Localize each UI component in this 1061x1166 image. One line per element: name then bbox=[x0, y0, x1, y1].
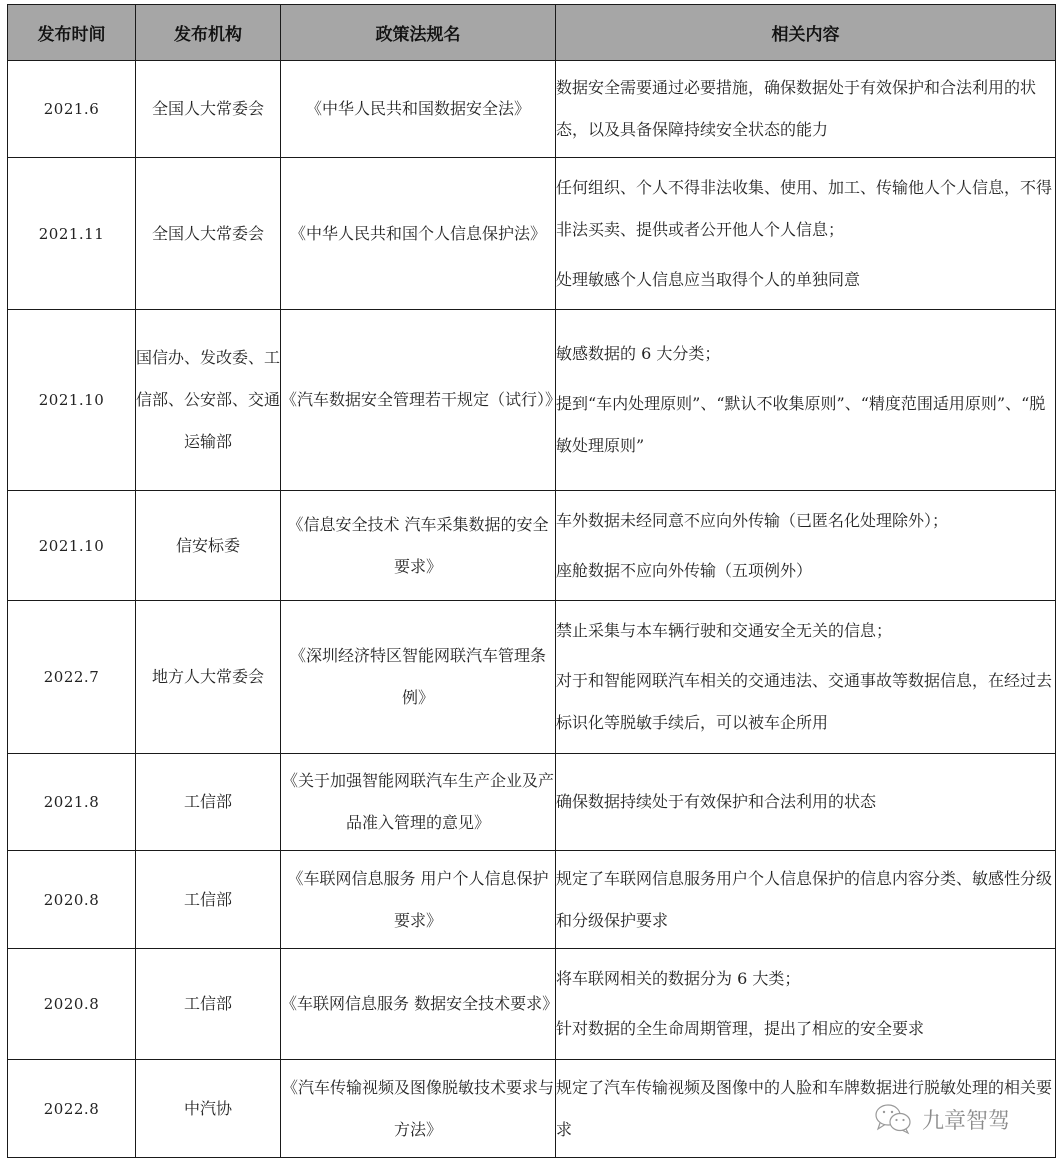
header-content: 相关内容 bbox=[556, 5, 1056, 61]
table-row bbox=[8, 851, 1056, 949]
content-line: 处理敏感个人信息应当取得个人的单独同意 bbox=[556, 269, 861, 289]
cell-policy-name: 《中华人民共和国数据安全法》 bbox=[281, 61, 556, 158]
content-line: 确保数据持续处于有效保护和合法利用的状态 bbox=[556, 792, 877, 811]
cell-content bbox=[556, 61, 1056, 158]
cell-date: 2022.7 bbox=[8, 601, 136, 754]
header-policy-name: 政策法规名 bbox=[281, 5, 556, 61]
watermark bbox=[874, 1103, 1010, 1135]
cell-org: 信安标委 bbox=[136, 491, 281, 601]
cell-org: 中汽协 bbox=[136, 1060, 281, 1158]
policy-table bbox=[7, 4, 1056, 1158]
cell-content bbox=[556, 949, 1056, 1060]
cell-content bbox=[556, 491, 1056, 601]
content-line: 座舱数据不应向外传输（五项例外） bbox=[556, 560, 813, 580]
table-row bbox=[8, 754, 1056, 851]
cell-policy-name: 《车联网信息服务 用户个人信息保护要求》 bbox=[281, 851, 556, 949]
cell-org: 工信部 bbox=[136, 851, 281, 949]
cell-content bbox=[556, 851, 1056, 949]
cell-date: 2022.8 bbox=[8, 1060, 136, 1158]
content-line: 敏感数据的 6 大分类； bbox=[556, 344, 721, 363]
content-line: 规定了汽车传输视频及图像中的人脸和车牌数据进行脱敏处理的相关要求 bbox=[556, 1077, 1053, 1139]
cell-date: 2021.8 bbox=[8, 754, 136, 851]
cell-date: 2021.10 bbox=[8, 310, 136, 491]
header-date: 发布时间 bbox=[8, 5, 136, 61]
cell-org: 工信部 bbox=[136, 754, 281, 851]
cell-org: 工信部 bbox=[136, 949, 281, 1060]
cell-date: 2021.10 bbox=[8, 491, 136, 601]
cell-date: 2020.8 bbox=[8, 949, 136, 1060]
cell-policy-name: 《汽车数据安全管理若干规定（试行）》 bbox=[281, 310, 556, 491]
content-line: 针对数据的全生命周期管理，提出了相应的安全要求 bbox=[556, 1019, 925, 1038]
table-row bbox=[8, 310, 1056, 491]
cell-date: 2020.8 bbox=[8, 851, 136, 949]
cell-content bbox=[556, 310, 1056, 491]
content-line: 规定了车联网信息服务用户个人信息保护的信息内容分类、敏感性分级和分级保护要求 bbox=[556, 868, 1053, 930]
watermark-text: 九章智驾 bbox=[922, 1108, 1011, 1134]
cell-content bbox=[556, 601, 1056, 754]
cell-org: 全国人大常委会 bbox=[136, 61, 281, 158]
cell-policy-name: 《深圳经济特区智能网联汽车管理条例》 bbox=[281, 601, 556, 754]
cell-date: 2021.11 bbox=[8, 158, 136, 310]
content-line: 车外数据未经同意不应向外传输（已匿名化处理除外）； bbox=[556, 510, 949, 530]
content-line: 任何组织、个人不得非法收集、使用、加工、传输他人个人信息，不得非法买卖、提供或者公开他人个人信息； bbox=[556, 177, 1053, 239]
table-row bbox=[8, 949, 1056, 1060]
cell-org: 地方人大常委会 bbox=[136, 601, 281, 754]
content-line: 提到“车内处理原则”、“默认不收集原则”、“精度范围适用原则”、“脱敏处理原则” bbox=[556, 394, 1046, 455]
cell-org: 全国人大常委会 bbox=[136, 158, 281, 310]
table-row bbox=[8, 491, 1056, 601]
cell-content bbox=[556, 158, 1056, 310]
wechat-icon bbox=[874, 1103, 914, 1135]
cell-policy-name: 《中华人民共和国个人信息保护法》 bbox=[281, 158, 556, 310]
table-row bbox=[8, 158, 1056, 310]
content-line: 数据安全需要通过必要措施，确保数据处于有效保护和合法利用的状态，以及具备保障持续安全状态的能力 bbox=[556, 78, 1037, 139]
table-row bbox=[8, 61, 1056, 158]
content-line: 将车联网相关的数据分为 6 大类； bbox=[556, 969, 801, 988]
table-row bbox=[8, 601, 1056, 754]
cell-policy-name: 《车联网信息服务 数据安全技术要求》 bbox=[281, 949, 556, 1060]
cell-content bbox=[556, 754, 1056, 851]
content-line: 对于和智能网联汽车相关的交通违法、交通事故等数据信息，在经过去标识化等脱敏手续后，可以被车企所用 bbox=[556, 671, 1053, 732]
table-header-row bbox=[8, 5, 1056, 61]
cell-policy-name: 《关于加强智能网联汽车生产企业及产品准入管理的意见》 bbox=[281, 754, 556, 851]
cell-policy-name: 《汽车传输视频及图像脱敏技术要求与方法》 bbox=[281, 1060, 556, 1158]
cell-date: 2021.6 bbox=[8, 61, 136, 158]
header-org: 发布机构 bbox=[136, 5, 281, 61]
cell-org: 国信办、发改委、工信部、公安部、交通运输部 bbox=[136, 310, 281, 491]
content-line: 禁止采集与本车辆行驶和交通安全无关的信息； bbox=[556, 621, 893, 640]
cell-policy-name: 《信息安全技术 汽车采集数据的安全要求》 bbox=[281, 491, 556, 601]
